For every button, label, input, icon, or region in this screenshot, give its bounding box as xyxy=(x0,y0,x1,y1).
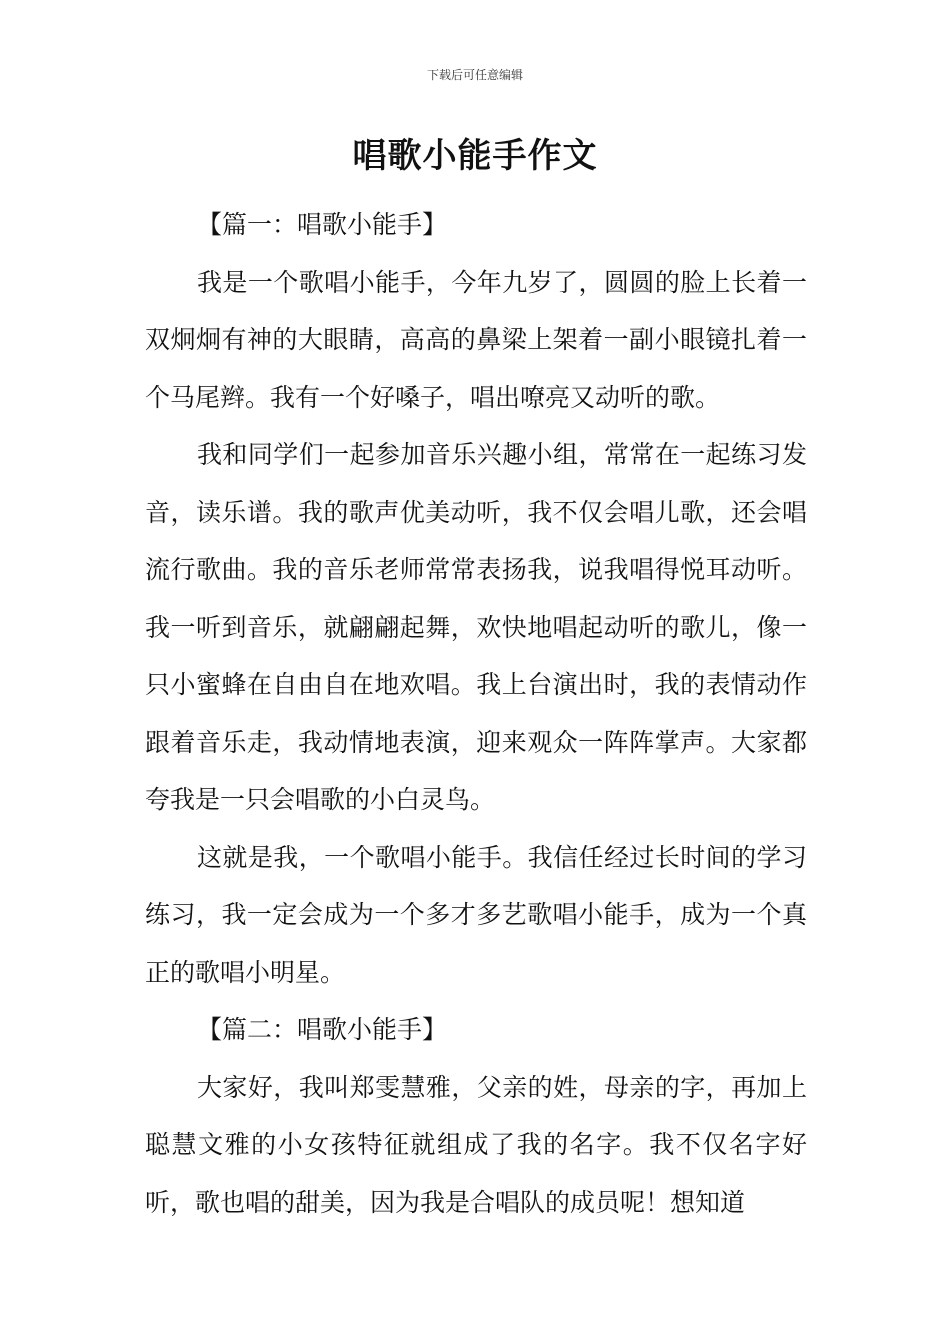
paragraph: 我和同学们一起参加音乐兴趣小组，常常在一起练习发音，读乐谱。我的歌声优美动听，我不仅会唱儿歌，还会唱流行歌曲。我的音乐老师常常表扬我，说我唱得悦耳动听。我一听到音乐，就翩翩起舞，欢快地唱起动听的歌儿，像一只小蜜蜂在自由自在地欢唱。我上台演出时，我的表情动作跟着音乐走，我动情地表演，迎来观众一阵阵掌声。大家都夸我是一只会唱歌的小白灵鸟。 xyxy=(145,440,807,814)
header-note: 下载后可任意编辑 xyxy=(426,68,523,82)
document-title: 唱歌小能手作文 xyxy=(352,136,598,176)
section-1 xyxy=(145,196,807,1001)
section-2 xyxy=(145,1001,807,1231)
paragraph: 我是一个歌唱小能手，今年九岁了，圆圆的脸上长着一双炯炯有神的大眼睛，高高的鼻梁上架着一副小眼镜扎着一个马尾辫。我有一个好嗓子，唱出嘹亮又动听的歌。 xyxy=(145,267,807,412)
section-heading: 【篇二：唱歌小能手】 xyxy=(197,1015,448,1044)
paragraph: 这就是我，一个歌唱小能手。我信任经过长时间的学习练习，我一定会成为一个多才多艺歌唱小能手，成为一个真正的歌唱小明星。 xyxy=(145,842,807,987)
document-body xyxy=(145,196,807,1231)
paragraph: 大家好，我叫郑雯慧雅，父亲的姓，母亲的字，再加上聪慧文雅的小女孩特征就组成了我的名字。我不仅名字好听，歌也唱的甜美，因为我是合唱队的成员呢！想知道 xyxy=(145,1072,807,1217)
section-heading: 【篇一：唱歌小能手】 xyxy=(197,210,448,239)
